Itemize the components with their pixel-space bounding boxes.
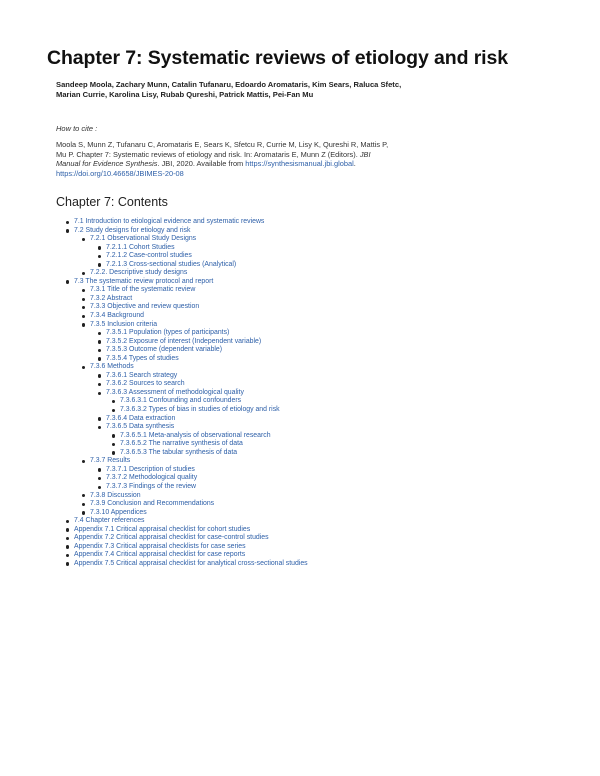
bullet-icon: [82, 366, 85, 369]
toc-item: [106, 423, 554, 457]
toc-item: [106, 474, 554, 483]
toc-link-7-3-1[interactable]: 7.3.1 Title of the systematic review: [90, 286, 196, 294]
toc-item: [106, 244, 554, 253]
toc-link-7-2[interactable]: 7.2 Study designs for etiology and risk: [74, 226, 191, 234]
bullet-icon: [82, 289, 85, 292]
toc-link-7-3-4[interactable]: 7.3.4 Background: [90, 312, 145, 320]
bullet-icon: [112, 434, 115, 437]
toc-link-appendix-7-4[interactable]: Appendix 7.4 Critical appraisal checklist for case reports: [74, 551, 246, 559]
bullet-icon: [82, 238, 85, 241]
bullet-icon: [98, 392, 101, 395]
toc-item: [120, 449, 554, 458]
bullet-icon: [112, 451, 115, 454]
bullet-icon: [66, 221, 69, 224]
toc-item: [106, 483, 554, 492]
toc-link-7-2-1-1[interactable]: 7.2.1.1 Cohort Studies: [106, 243, 175, 251]
toc-item: [74, 551, 554, 560]
toc-link-7-3-10[interactable]: 7.3.10 Appendices: [90, 508, 147, 516]
chapter-title: Chapter 7: Systematic reviews of etiology and risk: [47, 47, 508, 69]
bullet-icon: [82, 460, 85, 463]
toc-item: [90, 509, 554, 518]
bullet-icon: [112, 443, 115, 446]
toc-link-7-4[interactable]: 7.4 Chapter references: [74, 517, 145, 525]
toc-link-7-1[interactable]: 7.1 Introduction to etiological evidence and systematic reviews: [74, 218, 265, 225]
bullet-icon: [66, 545, 69, 548]
toc-link-7-3-5-1[interactable]: 7.3.5.1 Population (types of participants): [106, 329, 230, 337]
contents-heading: Chapter 7: Contents: [56, 195, 168, 209]
toc-link-7-3[interactable]: 7.3 The systematic review protocol and report: [74, 277, 214, 285]
bullet-icon: [82, 511, 85, 514]
toc-link-7-3-6-2[interactable]: 7.3.6.2 Sources to search: [106, 380, 185, 388]
author-list: Sandeep Moola, Zachary Munn, Catalin Tufanaru, Edoardo Aromataris, Kim Sears, Raluca Sfetc, Marian Currie, Karolina Lisy, Rubab Qureshi, Patrick Mattis, Pei-Fan Mu: [56, 80, 402, 99]
bullet-icon: [98, 426, 101, 429]
bullet-icon: [66, 520, 69, 523]
toc-item: [90, 321, 554, 364]
toc-item: [74, 278, 554, 517]
toc-link-appendix-7-1[interactable]: Appendix 7.1 Critical appraisal checklist for cohort studies: [74, 525, 251, 533]
bullet-icon: [112, 400, 115, 403]
toc-link-7-2-1[interactable]: 7.2.1 Observational Study Designs: [90, 235, 197, 243]
toc-item: [106, 466, 554, 475]
toc-link-7-3-5-4[interactable]: 7.3.5.4 Types of studies: [106, 354, 179, 362]
toc-link-appendix-7-2[interactable]: Appendix 7.2 Critical appraisal checklist for case-control studies: [74, 534, 269, 542]
toc-item: [74, 534, 554, 543]
bullet-icon: [98, 246, 101, 249]
citation-doi-link[interactable]: https://doi.org/10.46658/JBIMES-20-08: [56, 168, 184, 178]
toc-link-7-3-6-3[interactable]: 7.3.6.3 Assessment of methodological quality: [106, 388, 244, 396]
bullet-icon: [66, 229, 69, 232]
bullet-icon: [82, 298, 85, 301]
toc-item: [90, 286, 554, 295]
toc-item: [120, 397, 554, 406]
toc-item: [106, 261, 554, 270]
toc-link-7-3-6-5[interactable]: 7.3.6.5 Data synthesis: [106, 423, 175, 431]
toc-link-7-3-7-1[interactable]: 7.3.7.1 Description of studies: [106, 465, 195, 473]
toc-item: [106, 415, 554, 424]
toc-link-7-2-2[interactable]: 7.2.2. Descriptive study designs: [90, 269, 188, 277]
toc-link-7-3-3[interactable]: 7.3.3 Objective and review question: [90, 303, 200, 311]
toc-item: [74, 560, 554, 569]
toc-item: [90, 269, 554, 278]
toc-item: [74, 227, 554, 278]
toc-link-7-3-7-3[interactable]: 7.3.7.3 Findings of the review: [106, 482, 197, 490]
bullet-icon: [98, 263, 101, 266]
toc-item: [106, 355, 554, 364]
bullet-icon: [82, 272, 85, 275]
toc-link-7-3-6-1[interactable]: 7.3.6.1 Search strategy: [106, 371, 178, 379]
toc-link-7-3-7[interactable]: 7.3.7 Results: [90, 457, 131, 465]
toc-item: [74, 526, 554, 535]
toc-item: [120, 406, 554, 415]
citation-url-link[interactable]: https://synthesismanual.jbi.global: [245, 159, 354, 169]
table-of-contents: [74, 218, 554, 568]
toc-link-appendix-7-3[interactable]: Appendix 7.3 Critical appraisal checklists for case series: [74, 542, 246, 550]
toc-link-7-3-6-5-3[interactable]: 7.3.6.5.3 The tabular synthesis of data: [120, 448, 238, 456]
toc-item: [90, 303, 554, 312]
toc-item: [74, 517, 554, 526]
toc-item: [106, 252, 554, 261]
bullet-icon: [82, 315, 85, 318]
bullet-icon: [98, 349, 101, 352]
how-to-cite-label: How to cite :: [56, 124, 98, 133]
bullet-icon: [82, 494, 85, 497]
toc-link-7-3-5[interactable]: 7.3.5 Inclusion criteria: [90, 320, 158, 328]
toc-link-7-3-2[interactable]: 7.3.2 Abstract: [90, 294, 133, 302]
toc-link-7-2-1-2[interactable]: 7.2.1.2 Case-control studies: [106, 252, 192, 260]
toc-link-7-3-6-3-2[interactable]: 7.3.6.3.2 Types of bias in studies of etiology and risk: [120, 406, 280, 414]
toc-link-appendix-7-5[interactable]: Appendix 7.5 Critical appraisal checklist for analytical cross-sectional studies: [74, 559, 308, 567]
citation-text-2: . JBI, 2020. Available from: [157, 159, 246, 169]
citation-text: Moola S, Munn Z, Tufanaru C, Aromataris E, Sears K, Sfetcu R, Currie M, Lisy K, Qureshi R, Mattis P, Mu P. Chapter 7: Systematic reviews of etiology and risk. In: Aromataris E, Munn Z (Editors).: [56, 140, 389, 159]
toc-item: [90, 492, 554, 501]
bullet-icon: [66, 537, 69, 540]
bullet-icon: [98, 468, 101, 471]
bullet-icon: [82, 306, 85, 309]
toc-link-7-3-7-2[interactable]: 7.3.7.2 Methodological quality: [106, 474, 198, 482]
toc-item: [106, 389, 554, 415]
citation-block: [56, 140, 396, 178]
bullet-icon: [98, 255, 101, 258]
bullet-icon: [82, 323, 85, 326]
toc-item: [106, 380, 554, 389]
bullet-icon: [66, 554, 69, 557]
bullet-icon: [82, 503, 85, 506]
bullet-icon: [98, 477, 101, 480]
toc-link-7-2-1-3[interactable]: 7.2.1.3 Cross-sectional studies (Analytical): [106, 260, 237, 268]
bullet-icon: [98, 332, 101, 335]
citation-separator: .: [353, 159, 356, 169]
toc-link-7-3-6-3-1[interactable]: 7.3.6.3.1 Confounding and confounders: [120, 397, 242, 405]
toc-link-7-3-9[interactable]: 7.3.9 Conclusion and Recommendations: [90, 500, 215, 508]
bullet-icon: [98, 357, 101, 360]
toc-item: [106, 329, 554, 338]
bullet-icon: [98, 340, 101, 343]
toc-item: [90, 312, 554, 321]
toc-item: [90, 235, 554, 269]
toc-item: [90, 457, 554, 491]
bullet-icon: [66, 280, 69, 283]
toc-link-7-3-5-2[interactable]: 7.3.5.2 Exposure of interest (Independent variable): [106, 337, 262, 345]
bullet-icon: [98, 417, 101, 420]
toc-item: [90, 363, 554, 457]
toc-link-7-3-5-3[interactable]: 7.3.5.3 Outcome (dependent variable): [106, 346, 223, 354]
toc-link-7-3-6-5-1[interactable]: 7.3.6.5.1 Meta-analysis of observational research: [120, 431, 271, 439]
toc-item: [90, 295, 554, 304]
toc-item: [106, 338, 554, 347]
bullet-icon: [112, 409, 115, 412]
toc-item: [106, 346, 554, 355]
bullet-icon: [98, 486, 101, 489]
toc-link-7-3-6[interactable]: 7.3.6 Methods: [90, 363, 134, 371]
bullet-icon: [98, 374, 101, 377]
toc-item: [120, 440, 554, 449]
toc-item: [74, 543, 554, 552]
toc-link-7-3-8[interactable]: 7.3.8 Discussion: [90, 491, 141, 499]
toc-item: [74, 218, 554, 227]
toc-item: [120, 432, 554, 441]
toc-item: [106, 372, 554, 381]
citation-journal: JBI Manual for Evidence Synthesis: [56, 149, 371, 169]
bullet-icon: [98, 383, 101, 386]
toc-link-7-3-6-4[interactable]: 7.3.6.4 Data extraction: [106, 414, 176, 422]
bullet-icon: [66, 562, 69, 565]
bullet-icon: [66, 528, 69, 531]
toc-item: [90, 500, 554, 509]
toc-link-7-3-6-5-2[interactable]: 7.3.6.5.2 The narrative synthesis of data: [120, 440, 243, 448]
